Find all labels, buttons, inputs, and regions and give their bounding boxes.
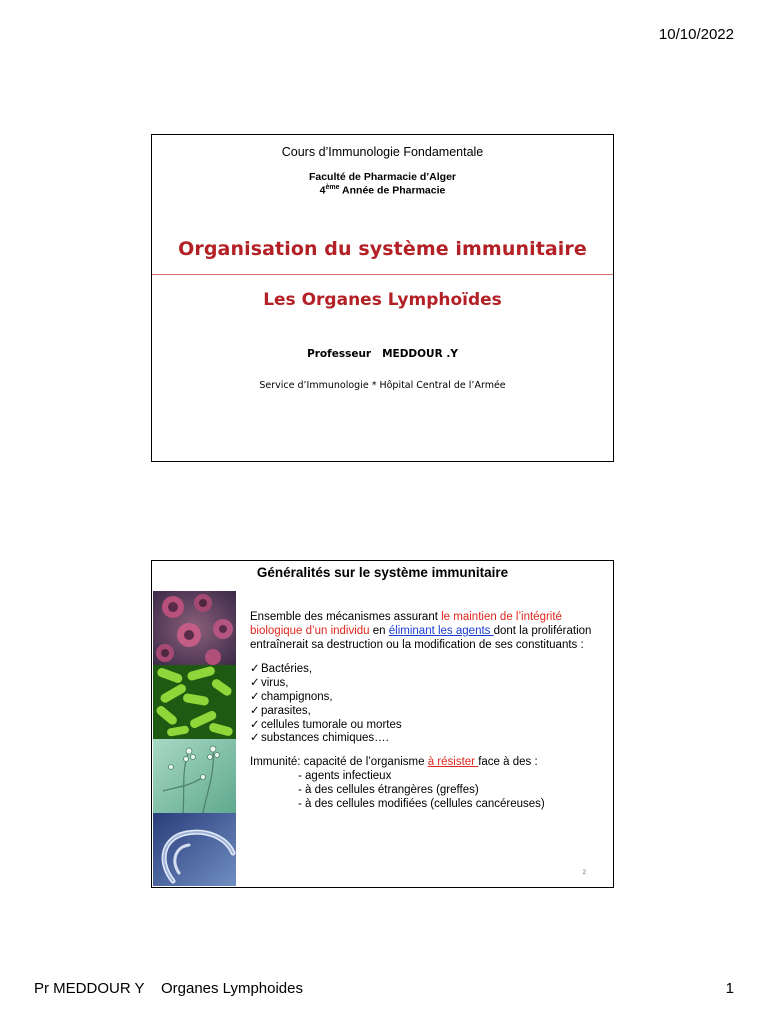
slide-title bbox=[151, 134, 614, 462]
intro-text-2: en bbox=[369, 624, 389, 637]
slide-main-title: Organisation du système immunitaire bbox=[178, 238, 587, 260]
list-item: ✓Bactéries, bbox=[250, 663, 313, 676]
intro-paragraph bbox=[250, 611, 600, 652]
year-number: 4 bbox=[319, 184, 326, 197]
list-item: ✓parasites, bbox=[250, 704, 311, 717]
service-name: Service d’Immunologie * Hôpital Central de l’Armée bbox=[259, 380, 506, 391]
checkmark-icon: ✓ bbox=[250, 663, 260, 676]
footer-page-number: 1 bbox=[725, 980, 734, 997]
checkmark-icon: ✓ bbox=[250, 718, 260, 731]
parasite-image bbox=[153, 813, 236, 886]
immunity-text-2: face à des : bbox=[478, 756, 538, 769]
intro-highlight-blue: éliminant les agents bbox=[388, 624, 494, 637]
agents-list bbox=[250, 663, 600, 746]
year-text: Année de Pharmacie bbox=[339, 184, 446, 197]
footer-text: Pr MEDDOUR Y Organes Lymphoides bbox=[34, 980, 303, 997]
professor-name: Professeur MEDDOUR .Y bbox=[307, 348, 458, 360]
list-item: ✓substances chimiques…. bbox=[250, 732, 389, 745]
bacteria-image bbox=[153, 665, 236, 739]
checkmark-icon: ✓ bbox=[250, 690, 260, 703]
study-year bbox=[152, 184, 613, 197]
year-superscript: ème bbox=[325, 184, 340, 191]
microbe-image-strip bbox=[153, 591, 236, 886]
intro-text-3: dont la prolifération entraînerait sa destruction ou la modification de ses constituants : bbox=[250, 624, 592, 651]
course-name: Cours d’Immunologie Fondamentale bbox=[281, 145, 484, 159]
immunity-text-1: Immunité: capacité de l’organisme bbox=[250, 756, 428, 769]
date-stamp: 10/10/2022 bbox=[658, 26, 734, 43]
slide-body bbox=[250, 611, 600, 811]
checkmark-icon: ✓ bbox=[250, 704, 260, 717]
fungi-image bbox=[153, 739, 236, 813]
intro-highlight-red: le maintien de l’intégrité biologique d’un individu bbox=[250, 611, 562, 637]
target-item: - agents infectieux bbox=[298, 769, 392, 782]
slide-generalities bbox=[151, 560, 614, 888]
list-item: ✓champignons, bbox=[250, 690, 333, 703]
slide-page-number: 2 bbox=[582, 870, 586, 876]
slide-heading: Généralités sur le système immunitaire bbox=[256, 565, 509, 580]
target-item: - à des cellules modifiées (cellules cancéreuses) bbox=[298, 797, 545, 810]
slide-subtitle: Les Organes Lymphoïdes bbox=[263, 290, 502, 310]
list-item: ✓cellules tumorale ou mortes bbox=[250, 718, 402, 731]
immunity-highlight: à résister bbox=[427, 756, 479, 769]
checkmark-icon: ✓ bbox=[250, 677, 260, 690]
immunity-paragraph bbox=[250, 756, 600, 770]
checkmark-icon: ✓ bbox=[250, 732, 260, 745]
divider-line bbox=[152, 274, 613, 275]
intro-text-1: Ensemble des mécanismes assurant bbox=[250, 611, 442, 623]
list-item: ✓virus, bbox=[250, 677, 289, 690]
faculty-name: Faculté de Pharmacie d’Alger bbox=[308, 171, 457, 183]
target-item: - à des cellules étrangères (greffes) bbox=[298, 783, 479, 796]
virus-image bbox=[153, 591, 236, 665]
